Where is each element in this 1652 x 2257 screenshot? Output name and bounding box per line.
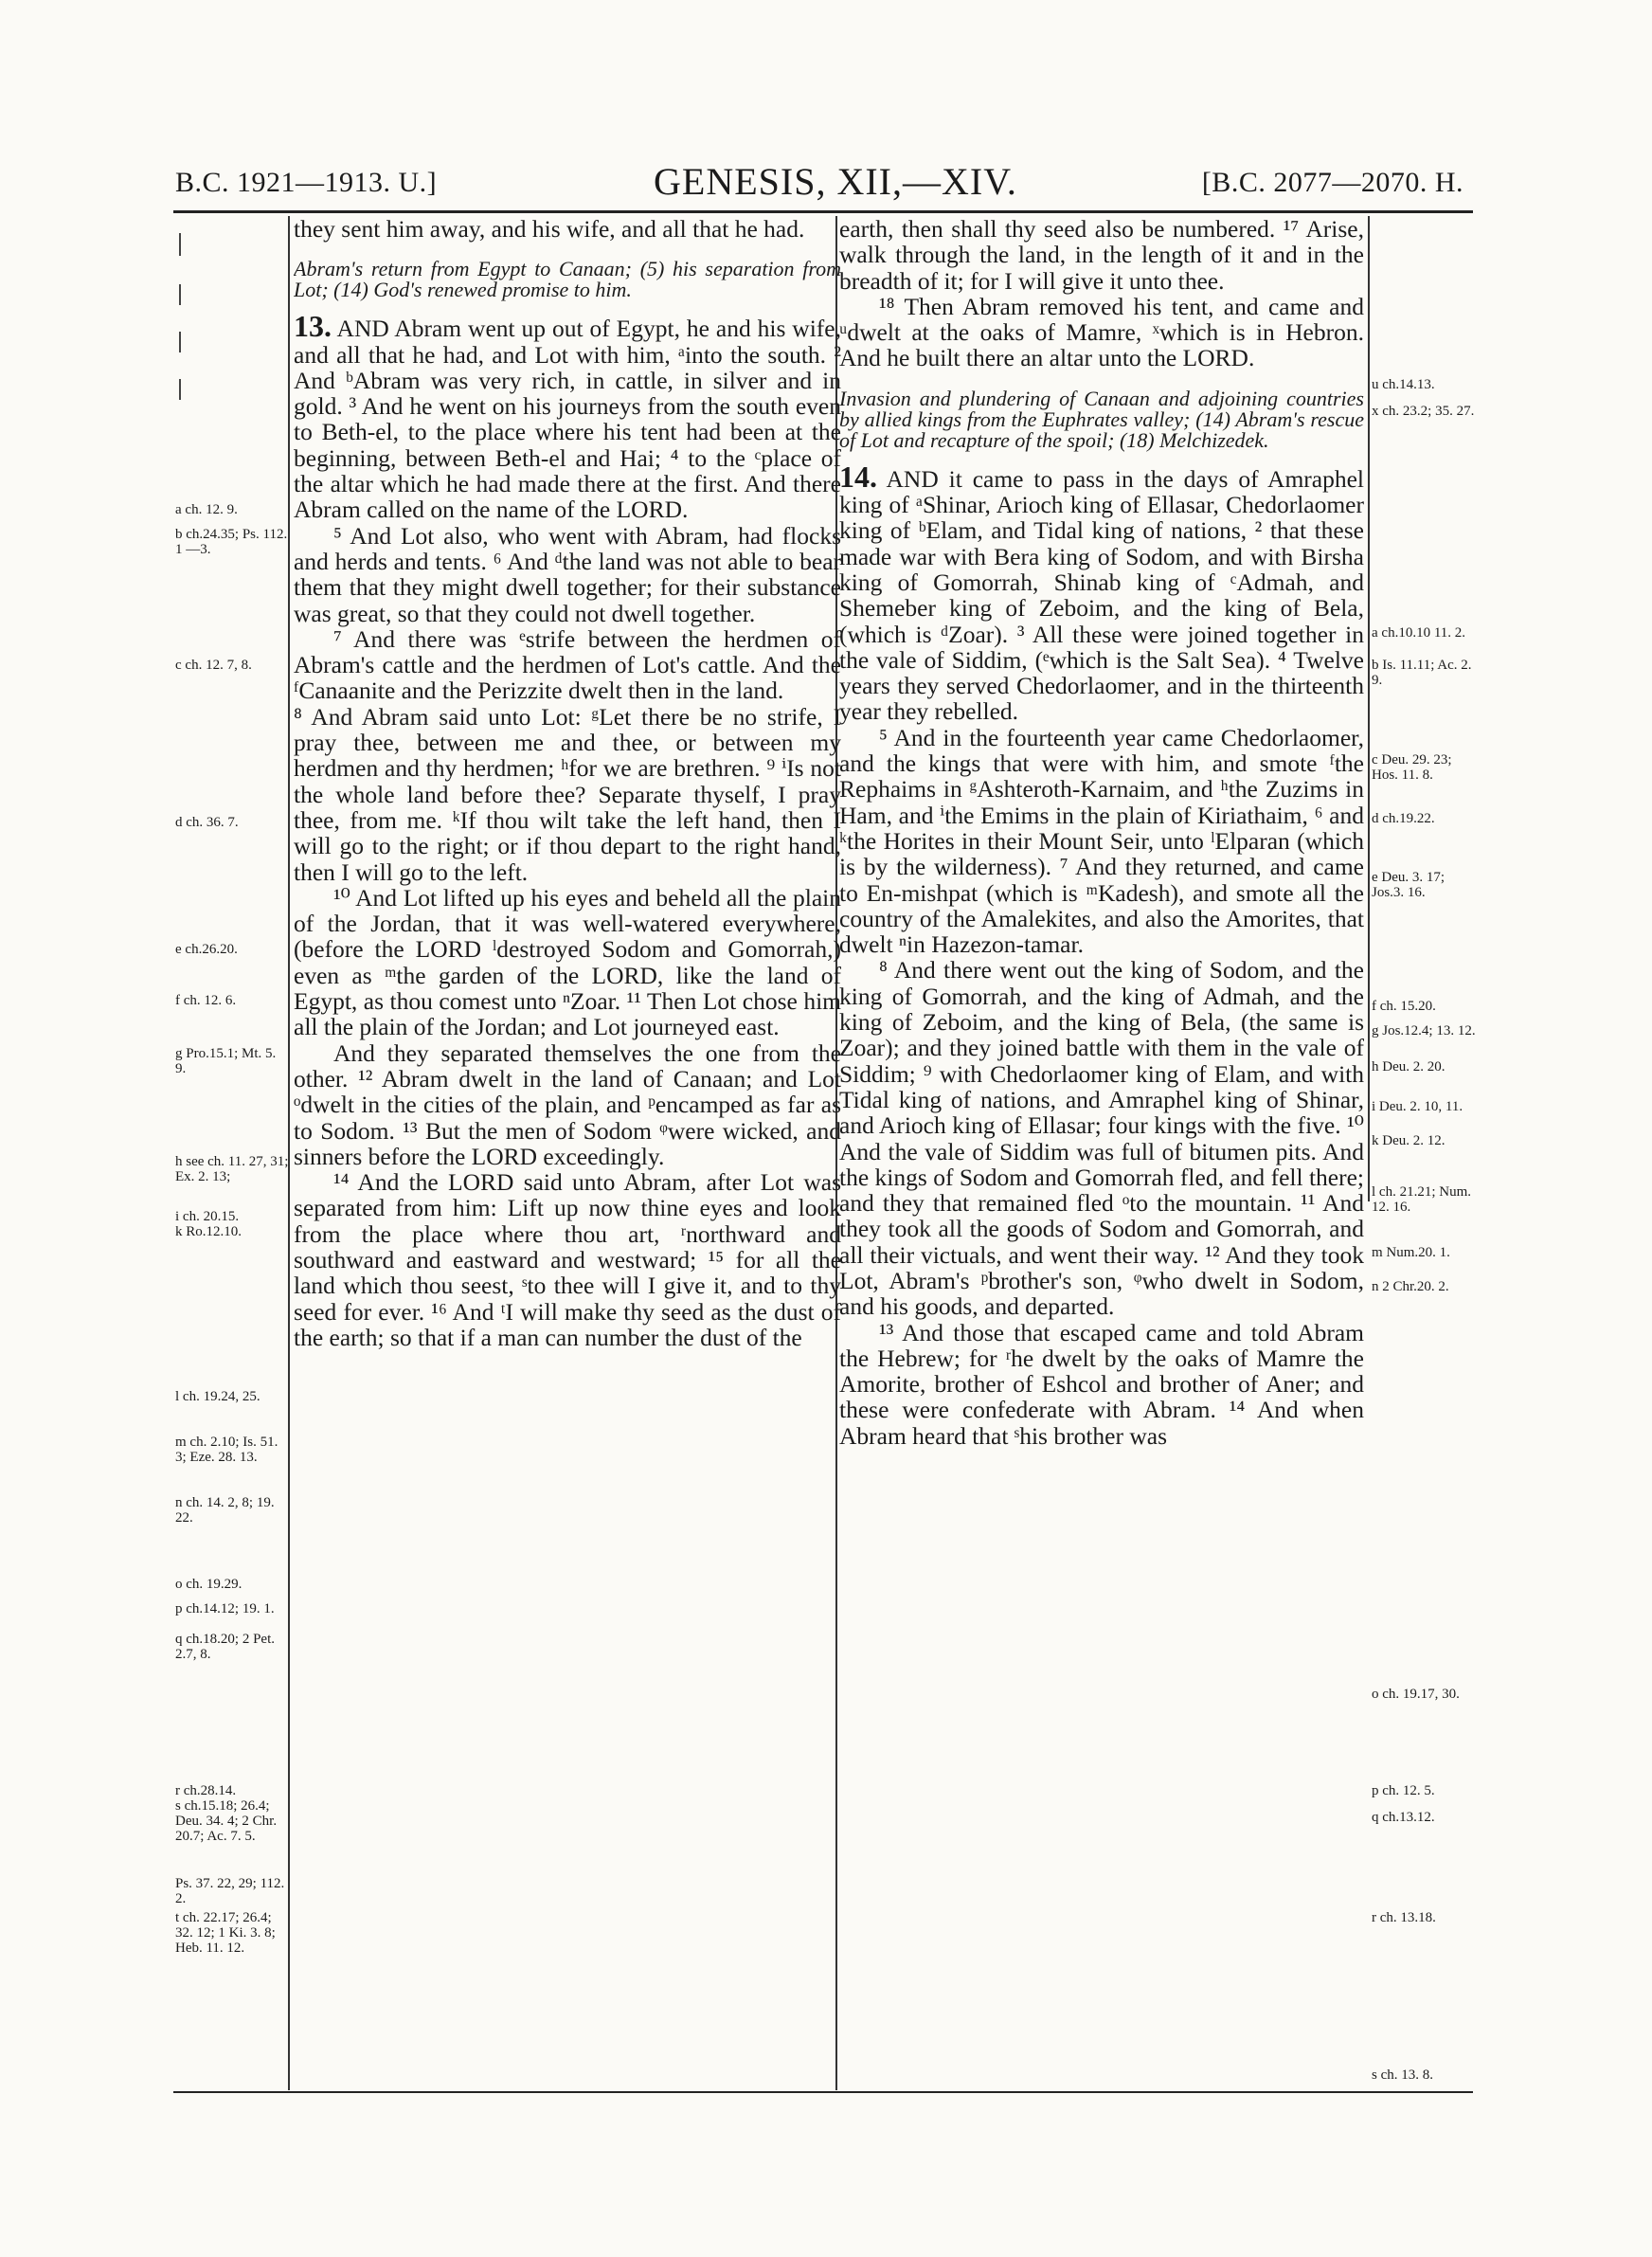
margin-note: d ch. 36. 7.: [175, 815, 239, 830]
header-left-date: B.C. 1921—1913. U.]: [175, 167, 438, 198]
left-para-6: ¹⁰ And Lot lifted up his eyes and beheld all the plain of the Jordan, that it was well-watered everywhere, (before the LORD ˡdestroyed Sodom and Gomorrah,) even as ᵐthe garden of the LORD, like the land of Egypt, as thou comest unto ⁿZoar. ¹¹ Then Lot chose him all the plain of the Jordan; and Lot journeyed east.: [294, 883, 841, 1041]
margin-note: o ch. 19.17, 30.: [1372, 1687, 1460, 1702]
margin-note: q ch.13.12.: [1372, 1810, 1435, 1825]
margin-note: a ch. 12. 9.: [175, 502, 238, 517]
margin-note: c ch. 12. 7, 8.: [175, 658, 252, 673]
margin-note: b ch.24.35; Ps. 112. 1 —3.: [175, 527, 288, 557]
margin-note: o ch. 19.29.: [175, 1577, 242, 1592]
margin-note: f ch. 12. 6.: [175, 993, 237, 1008]
margin-note: m Num.20. 1.: [1372, 1245, 1450, 1260]
margin-note: e ch.26.20.: [175, 942, 238, 957]
margin-note: f ch. 15.20.: [1372, 999, 1436, 1014]
margin-note: s ch.15.18; 26.4; Deu. 34. 4; 2 Chr. 20.7; Ac. 7. 5.: [175, 1798, 278, 1844]
margin-note: d ch.19.22.: [1372, 811, 1435, 826]
page-header: [175, 159, 1463, 207]
left-section-heading: Abram's return from Egypt to Canaan; (5) his separation from Lot; (14) God's renewed promise to him.: [294, 257, 841, 302]
right-para-5: ⁸ And there went out the king of Sodom, and the king of Gomorrah, and the king of Admah, and the king of Zeboim, and the king of Bela, (the same is Zoar); and they joined battle with them in the vale of Siddim; ⁹ with Chedorlaomer king of Elam, and with Tidal king of nations, and Amraphel king of Shinar, and Arioch king of Ellasar; four kings with the five. ¹⁰ And the vale of Siddim was full of bitumen pits. And the kings of Sodom and Gomorrah fled, and fell there; and they that remained fled ᵒto the mountain. ¹¹ And they took all the goods of Sodom and Gomorrah, and all their victuals, and went their way. ¹² And they took Lot, Abram's ᵖbrother's son, ᵠwho dwelt in Sodom, and his goods, and departed.: [839, 956, 1364, 1321]
margin-note: q ch.18.20; 2 Pet. 2.7, 8.: [175, 1632, 275, 1662]
footer-rule: [173, 2091, 1473, 2093]
margin-note: p ch. 12. 5.: [1372, 1783, 1435, 1798]
header-title: GENESIS, XII,—XIV.: [654, 160, 1017, 203]
margin-note: l ch. 19.24, 25.: [175, 1389, 260, 1404]
margin-note: x ch. 23.2; 35. 27.: [1372, 404, 1475, 419]
left-para-5: ⁸ And Abram said unto Lot: ᵍLet there be no strife, I pray thee, between me and thee, or between my herdmen and thy herdmen; ʰfor we are brethren. ⁹ ⁱIs not the whole land before thee? Separate thyself, I pray thee, from me. ᵏIf thou wilt take the left hand, then I will go to the right; or if thou depart to the right hand, then I will go to the left.: [294, 702, 841, 886]
left-para-3: ⁵ And Lot also, who went with Abram, had flocks and herds and tents. ⁶ And ᵈthe land was not able to bear them that they might dwell together; for their substance was great, so that they could not dwell together.: [294, 521, 841, 627]
right-para-2: ¹⁸ Then Abram removed his tent, and came and ᵘdwelt at the oaks of Mamre, ˣwhich is in Hebron. And he built there an altar unto the LORD.: [839, 292, 1364, 372]
left-para-4: ⁷ And there was ᵉstrife between the herdmen of Abram's cattle and the herdmen of Lot's cattle. And the ᶠCanaanite and the Perizzite dwelt then in the land.: [294, 624, 841, 705]
left-edge-ticks: [175, 227, 185, 407]
margin-note: m ch. 2.10; Is. 51. 3; Eze. 28. 13.: [175, 1435, 278, 1465]
right-para-chapter-14: [839, 459, 1364, 726]
margin-note: g Jos.12.4; 13. 12.: [1372, 1023, 1476, 1038]
margin-note: r ch. 13.18.: [1372, 1910, 1436, 1925]
column-divider-right: [1368, 216, 1370, 1201]
right-para-3: AND it came to pass in the days of Amraphel king of ᵃShinar, Arioch king of Ellasar, Chedorlaomer king of ᵇElam, and Tidal king of nations, ² that these made war with Bera king of Sodom, and with Birsha king of Gomorrah, Shinab king of ᶜAdmah, and Shemeber king of Zeboim, and the king of Bela, (which is ᵈZoar). ³ All these were joined together in the vale of Siddim, (ᵉwhich is the Salt Sea). ⁴ Twelve years they served Chedorlaomer, and in the thirteenth year they rebelled.: [839, 464, 1364, 726]
margin-note: r ch.28.14.: [175, 1783, 237, 1798]
margin-note: e Deu. 3. 17; Jos.3. 16.: [1372, 870, 1446, 900]
margin-note: l ch. 21.21; Num. 12. 16.: [1372, 1184, 1471, 1215]
header-rule: [173, 210, 1473, 213]
margin-note: p ch.14.12; 19. 1.: [175, 1601, 275, 1616]
left-para-7: And they separated themselves the one from the other. ¹² Abram dwelt in the land of Canaan; and Lot ᵒdwelt in the cities of the plain, and ᵖencamped as far as to Sodom. ¹³ But the men of Sodom ᵠwere wicked, and sinners before the LORD exceedingly.: [294, 1038, 841, 1170]
margin-note: h Deu. 2. 20.: [1372, 1059, 1446, 1074]
margin-note: u ch.14.13.: [1372, 377, 1435, 392]
left-para-2: AND Abram went up out of Egypt, he and his wife, and all that he had, and Lot with him, ᵃinto the south. ² And ᵇAbram was very rich, in cattle, in silver and in gold. ³ And he went on his journeys from the south even to Beth-el, to the place where his tent had been at the beginning, between Beth-el and Hai; ⁴ to the ᶜplace of the altar which he had made there at the first. And there Abram called on the name of the LORD.: [294, 315, 841, 524]
left-para-1: they sent him away, and his wife, and all that he had.: [294, 216, 805, 243]
margin-note: k Deu. 2. 12.: [1372, 1133, 1446, 1148]
header-right-date: [B.C. 2077—2070. H.: [1201, 167, 1463, 198]
left-para-chapter-13: [294, 309, 841, 524]
margin-note: h see ch. 11. 27, 31; Ex. 2. 13;: [175, 1154, 289, 1184]
right-column: [839, 216, 1364, 2088]
margin-note: n ch. 14. 2, 8; 19. 22.: [175, 1495, 275, 1526]
margin-note: i Deu. 2. 10, 11.: [1372, 1099, 1463, 1114]
right-section-heading: Invasion and plundering of Canaan and adjoining countries by allied kings from the Euphrates valley; (14) Abram's rescue of Lot and recapture of the spoil; (18) Melchizedek.: [839, 386, 1364, 452]
margin-note: s ch. 13. 8.: [1372, 2067, 1433, 2083]
left-column: [294, 216, 841, 2088]
right-para-1: earth, then shall thy seed also be numbered. ¹⁷ Arise, walk through the land, in the length of it and in the breadth of it; for I will give it unto thee.: [839, 216, 1364, 295]
margin-note: i ch. 20.15.: [175, 1209, 240, 1224]
margin-note: n 2 Chr.20. 2.: [1372, 1279, 1449, 1294]
margin-note: Ps. 37. 22, 29; 112. 2.: [175, 1876, 285, 1906]
right-para-4: ⁵ And in the fourteenth year came Chedorlaomer, and the kings that were with him, and smote ᶠthe Rephaims in ᵍAshteroth-Karnaim, and ʰthe Zuzims in Ham, and ⁱthe Emims in the plain of Kiriathaim, ⁶ and ᵏthe Horites in their Mount Seir, unto ˡElparan (which is by the wilderness). ⁷ And they returned, and came to En-mishpat (which is ᵐKadesh), and smote all the country of the Amalekites, and also the Amorites, that dwelt ⁿin Hazezon-tamar.: [839, 723, 1364, 959]
margin-note: c Deu. 29. 23; Hos. 11. 8.: [1372, 752, 1452, 783]
left-para-8: ¹⁴ And the LORD said unto Abram, after Lot was separated from him: Lift up now thine eyes and look from the place where thou art, ʳnorthward and southward and eastward and westward; ¹⁵ for all the land which thou seest, ˢto thee will I give it, and to thy seed for ever. ¹⁶ And ᵗI will make thy seed as the dust of the earth; so that if a man can number the dust of the: [294, 1168, 841, 1351]
margin-note: t ch. 22.17; 26.4; 32. 12; 1 Ki. 3. 8; Heb. 11. 12.: [175, 1910, 276, 1956]
margin-note: b Is. 11.11; Ac. 2. 9.: [1372, 658, 1472, 688]
margin-note: k Ro.12.10.: [175, 1224, 242, 1239]
chapter-number-13: 13.: [294, 309, 332, 344]
margin-note: a ch.10.10 11. 2.: [1372, 625, 1466, 641]
margin-note: g Pro.15.1; Mt. 5. 9.: [175, 1046, 277, 1076]
right-para-6: ¹³ And those that escaped came and told Abram the Hebrew; for ʳhe dwelt by the oaks of Mamre the Amorite, brother of Eshcol and brother of Aner; and these were confederate with Abram. ¹⁴ And when Abram heard that ˢhis brother was: [839, 1318, 1364, 1450]
chapter-number-14: 14.: [839, 459, 877, 494]
